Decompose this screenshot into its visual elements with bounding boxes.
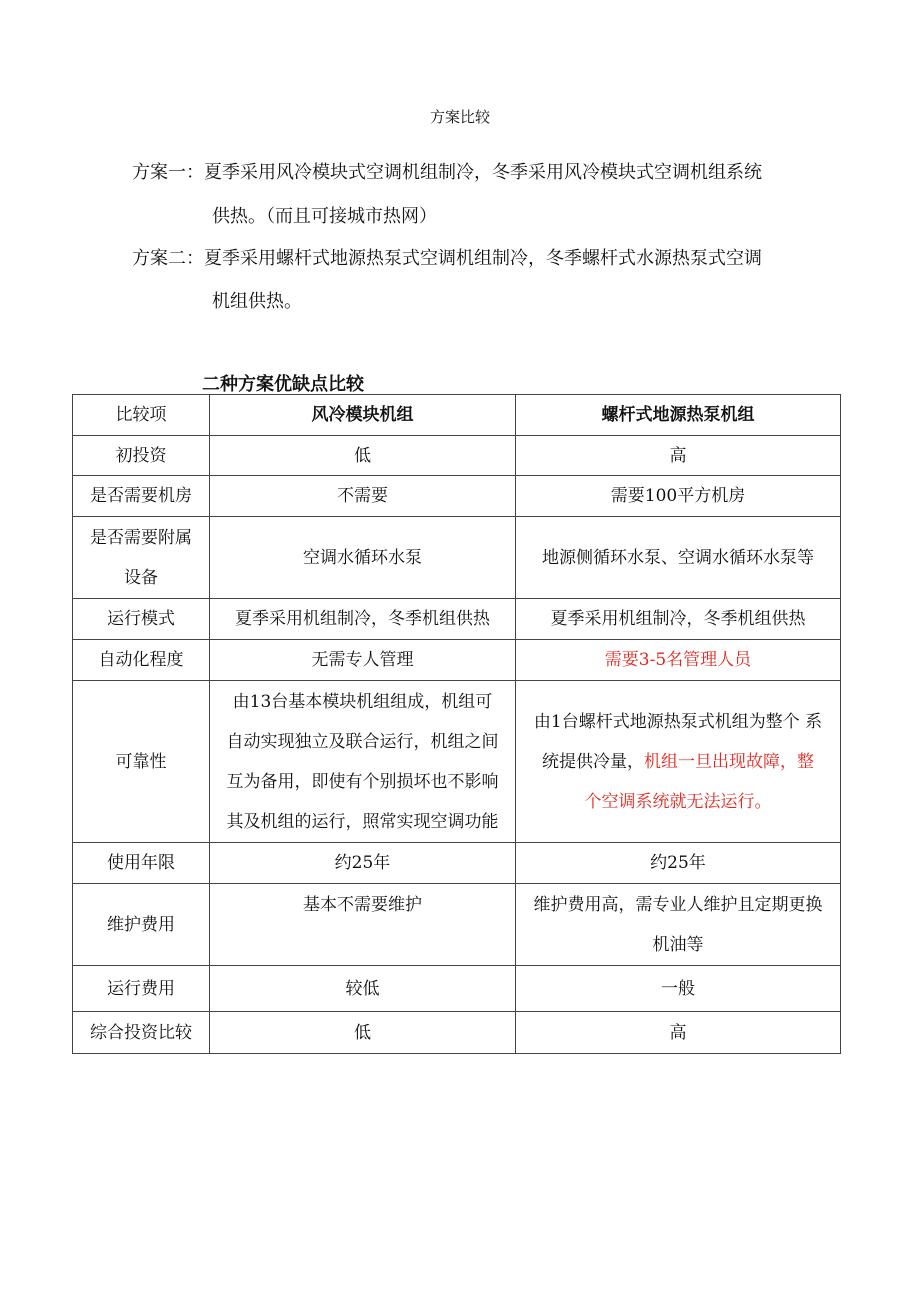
row-item: 运行费用	[73, 966, 210, 1012]
row-value-line: 互为备用，即使有个别损坏也不影响	[226, 771, 499, 792]
table-row	[73, 476, 841, 517]
row-value-b: 高	[516, 1012, 841, 1054]
row-value-a: 无需专人管理	[210, 640, 516, 681]
row-value-b	[516, 681, 841, 843]
row-value-b-highlight: 需要3-5名管理人员	[516, 640, 841, 681]
row-item: 是否需要机房	[73, 476, 210, 517]
row-value-a: 基本不需要维护	[210, 884, 516, 966]
row-value-line: 维护费用高，需专业人维护且定期更换	[533, 894, 823, 915]
table-row	[73, 599, 841, 640]
row-value-b: 需要100平方机房	[516, 476, 841, 517]
row-value-line	[520, 742, 836, 782]
plan-two-line-1	[132, 248, 762, 270]
row-value-a: 空调水循环水泵	[210, 517, 516, 599]
row-value-a: 低	[210, 436, 516, 476]
row-value-b: 一般	[516, 966, 841, 1012]
table-row	[73, 436, 841, 476]
table-row	[73, 640, 841, 681]
row-item: 自动化程度	[73, 640, 210, 681]
plan-one-text-1: 夏季采用风冷模块式空调机组制冷，冬季采用风冷模块式空调机组系统	[204, 162, 762, 183]
row-value-a: 较低	[210, 966, 516, 1012]
header-air-cooled: 风冷模块机组	[210, 395, 516, 436]
comparison-table	[72, 394, 841, 1054]
table-caption: 二种方案优缺点比较	[202, 374, 364, 395]
header-ground-source: 螺杆式地源热泵机组	[516, 395, 841, 436]
row-item: 可靠性	[73, 681, 210, 843]
document-title: 方案比较	[429, 108, 490, 126]
table-row	[73, 681, 841, 843]
plan-two-line-2: 机组供热。	[212, 291, 302, 312]
row-value-line: 由13台基本模块机组组成，机组可	[232, 691, 493, 712]
plan-one-label: 方案一：	[132, 162, 204, 183]
row-value-highlight-line: 个空调系统就无法运行。	[584, 791, 772, 812]
row-value-a: 夏季采用机组制冷，冬季机组供热	[210, 599, 516, 640]
row-item: 维护费用	[73, 884, 210, 966]
row-value-line: 机油等	[652, 934, 704, 955]
table-header-row	[73, 395, 841, 436]
row-item: 初投资	[73, 436, 210, 476]
row-value-highlight-text: 机组一旦出现故障，整	[644, 751, 814, 772]
row-item: 运行模式	[73, 599, 210, 640]
plan-two-label: 方案二：	[132, 248, 204, 269]
row-item-line: 是否需要附属	[90, 527, 192, 548]
row-value-b: 夏季采用机组制冷，冬季机组供热	[516, 599, 841, 640]
row-value-b: 地源侧循环水泵、空调水循环水泵等	[516, 517, 841, 599]
row-item-line: 设备	[124, 567, 158, 588]
table-row	[73, 1012, 841, 1054]
row-value-a: 约25年	[210, 843, 516, 884]
table-row	[73, 884, 841, 966]
row-value-line: 自动实现独立及联合运行，机组之间	[226, 731, 499, 752]
row-value-b: 高	[516, 436, 841, 476]
row-item: 使用年限	[73, 843, 210, 884]
table-row	[73, 517, 841, 599]
table-row	[73, 843, 841, 884]
row-value-a: 不需要	[210, 476, 516, 517]
row-value-line: 由1台螺杆式地源热泵式机组为整个 系	[533, 711, 823, 732]
row-value-normal-text: 统提供冷量，	[542, 751, 644, 772]
row-item: 综合投资比较	[73, 1012, 210, 1054]
row-item	[73, 517, 210, 599]
row-value-b: 约25年	[516, 843, 841, 884]
plan-two-text-1: 夏季采用螺杆式地源热泵式空调机组制冷，冬季螺杆式水源热泵式空调	[204, 248, 762, 269]
row-value-a: 低	[210, 1012, 516, 1054]
plan-one-line-2: 供热。（而且可接城市热网）	[212, 206, 437, 227]
plan-one-line-1	[132, 162, 762, 184]
row-value-line: 其及机组的运行，照常实现空调功能	[226, 811, 499, 832]
header-item: 比较项	[73, 395, 210, 436]
row-value-b	[516, 884, 841, 966]
table-row	[73, 966, 841, 1012]
row-value-a	[210, 681, 516, 843]
